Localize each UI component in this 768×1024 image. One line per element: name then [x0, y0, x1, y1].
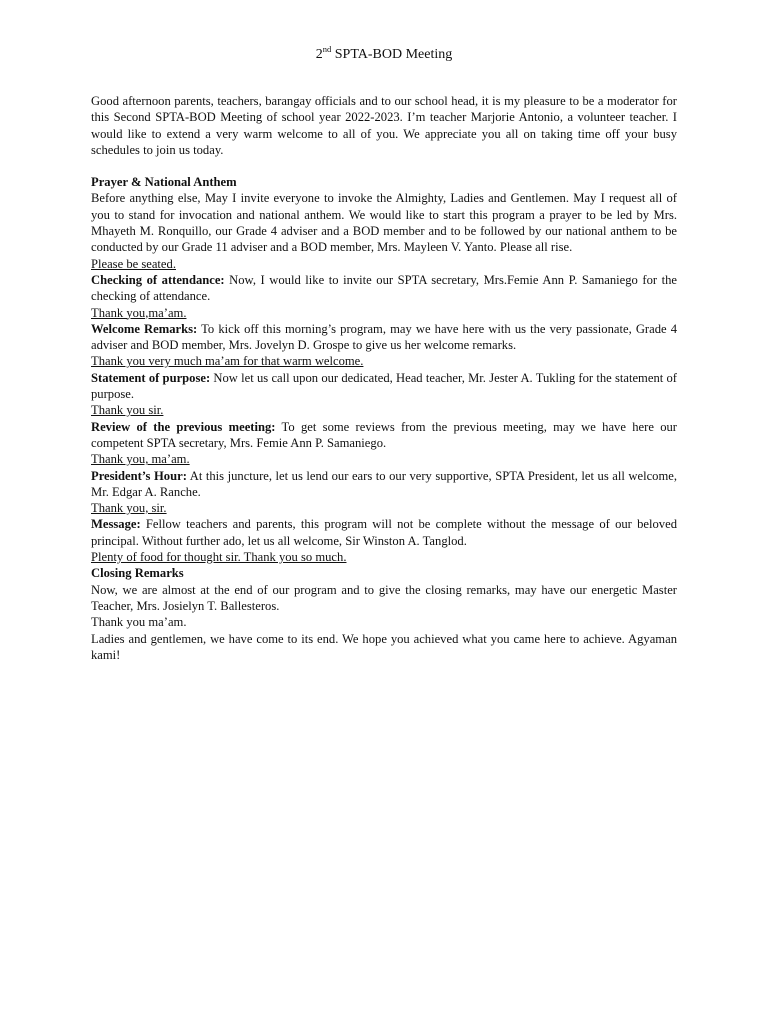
welcome-label: Welcome Remarks: [91, 321, 198, 336]
review-closing [91, 451, 677, 467]
closing-remarks-heading: Closing Remarks [91, 566, 184, 581]
attendance-closing [91, 305, 677, 321]
attendance-section [91, 272, 677, 305]
message-label: Message: [91, 517, 141, 532]
prayer-text: Before anything else, May I invite everyone to invoke the Almighty, Ladies and Gentlemen. May I request all of you to stand for invocation and national anthem. We would like to start this program a prayer to be led by Mrs. Mhayeth M. Ronquillo, our Grade 4 adviser and a BOD member and to be followed by our national anthem to be conducted by our Grade 11 adviser and a BOD member, Mrs. Mayleen V. Yanto. Please all rise. [91, 191, 677, 255]
president-closing [91, 500, 677, 516]
purpose-text: Now let us call upon our dedicated, Head teacher, Mr. Jester A. Tukling for the statement of purpose. [91, 370, 677, 402]
president-text: At this juncture, let us lend our ears to our very supportive, SPTA President, let us all welcome, Mr. Edgar A. Ranche. [91, 468, 677, 499]
message-section [91, 516, 677, 549]
welcome-text: To kick off this morning’s program, may we have here with us the very passionate, Grade 4 adviser and BOD member, Mrs. Jovelyn D. Grospe to give us her welcome remarks. [91, 321, 677, 353]
welcome-closing-text: Thank you very much ma’am for that warm welcome. [91, 354, 364, 369]
prayer-heading: Prayer & National Anthem [91, 175, 237, 190]
message-closing-text: Plenty of food for thought sir. Thank you so much. [91, 550, 347, 565]
review-section [91, 419, 677, 452]
document-title [91, 46, 677, 64]
prayer-closing-text: Please be seated. [91, 256, 176, 271]
president-closing-text: Thank you, sir. [91, 501, 167, 516]
closing-remarks-thanks: Thank you ma’am. [91, 615, 187, 630]
title-prefix: 2 [315, 47, 323, 62]
review-label: Review of the previous meeting: [91, 419, 276, 434]
title-rest: SPTA-BOD Meeting [331, 47, 453, 62]
purpose-closing [91, 402, 677, 418]
intro-paragraph: Good afternoon parents, teachers, barangay officials and to our school head, it is my pleasure to be a moderator for this Second SPTA-BOD Meeting of school year 2022-2023. I’m teacher Marjorie Antonio, a volunteer teacher. I would like to extend a very warm welcome to all of you. We appreciate you all on taking time off your busy schedules to join us today. [91, 94, 677, 157]
review-text: To get some reviews from the previous meeting, may we have here our competent SPTA secretary, Mrs. Femie Ann P. Samaniego. [91, 419, 677, 450]
president-label: President’s Hour: [91, 468, 187, 483]
attendance-closing-text: Thank you,ma’am. [91, 305, 187, 320]
purpose-closing-text: Thank you sir. [91, 403, 164, 418]
document-page [91, 46, 677, 663]
title-superscript: nd [322, 44, 332, 54]
message-closing [91, 549, 677, 565]
welcome-section [91, 321, 677, 354]
closing-final: Ladies and gentlemen, we have come to its end. We hope you achieved what you came here to achieve. Agyaman kami! [91, 631, 677, 662]
president-section [91, 468, 677, 501]
purpose-label: Statement of purpose: [91, 370, 211, 385]
message-text: Fellow teachers and parents, this program will not be complete without the message of our beloved principal. Without further ado, let us all welcome, Sir Winston A. Tanglod. [91, 517, 677, 548]
closing-remarks-text: Now, we are almost at the end of our program and to give the closing remarks, may have our energetic Master Teacher, Mrs. Josielyn T. Ballesteros. [91, 582, 677, 613]
attendance-text: Now, I would like to invite our SPTA secretary, Mrs.Femie Ann P. Samaniego for the checking of attendance. [91, 272, 677, 304]
prayer-closing [91, 256, 677, 272]
purpose-section [91, 370, 677, 403]
attendance-label: Checking of attendance: [91, 272, 225, 287]
review-closing-text: Thank you, ma’am. [91, 452, 190, 467]
welcome-closing [91, 353, 677, 369]
